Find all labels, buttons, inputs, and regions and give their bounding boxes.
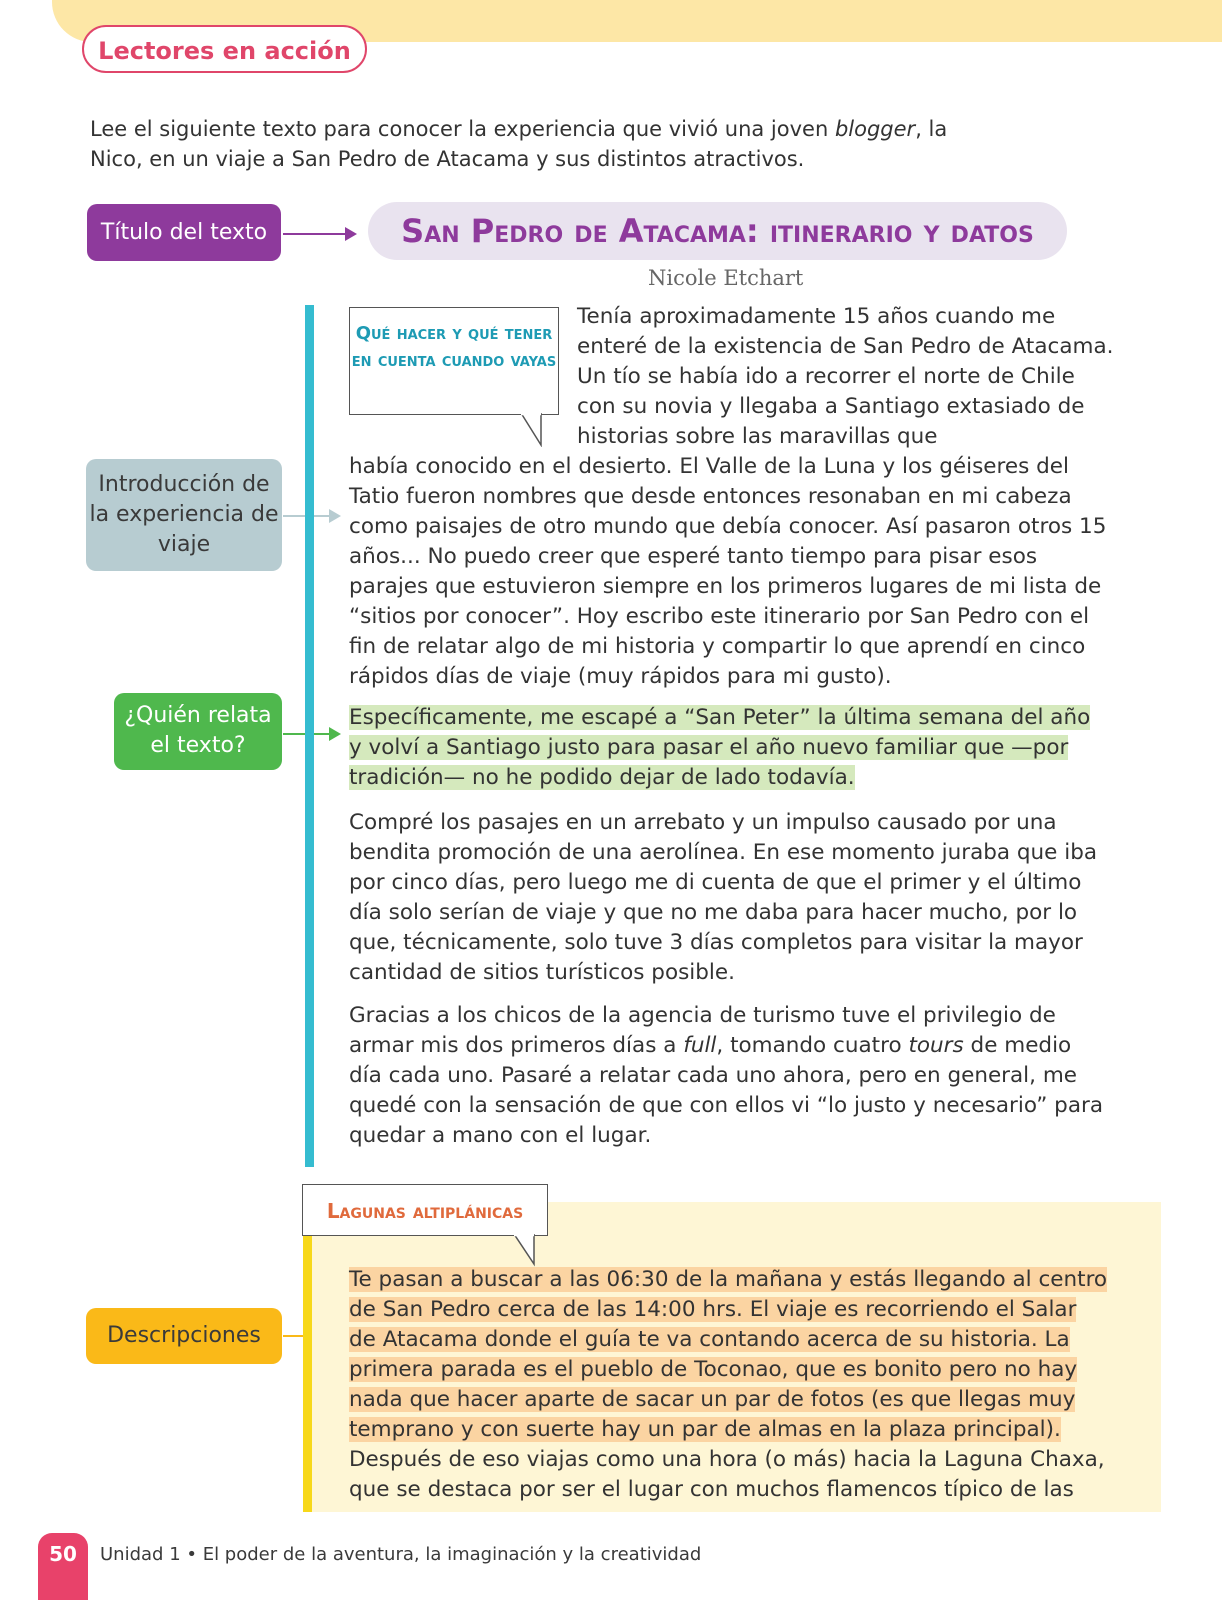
callout-tail — [521, 413, 545, 447]
paragraph-1-bottom: había conocido en el desierto. El Valle de la Luna y los géiseres del Tatio fueron nombres que desde entonces resonaban en mi cabeza como paisajes de otro mundo que debía conocer. Así pasaron otros 15 años... No puedo creer que esperé tanto tiempo para pisar esos parajes que estuvieron siempre en los primeros lugares de mi lista de “sitios por conocer”. Hoy escribo este itinerario por San Pedro con el fin de relatar algo de mi historia y compartir lo que aprendí en cinco rápidos días de viaje (muy rápidos para mi gusto). — [349, 454, 1107, 689]
label-who: ¿Quién relata el texto? — [114, 693, 282, 770]
callout-lagunas: Lagunas altiplánicas — [302, 1184, 548, 1236]
intro-paragraph — [90, 114, 990, 174]
highlight-description: Te pasan a buscar a las 06:30 de la mañana y estás llegando al centro de San Pedro cerca de las 14:00 hrs. El viaje es recorriendo el Salar de Atacama donde el guía te va contando acerca de su historia. La primera parada es el pueblo de Toconao, que es bonito pero no hay nada que hacer aparte de sacar un par de fotos (es que llegas muy temprano y con suerte hay un par de almas en la plaza principal). — [349, 1267, 1108, 1442]
p4-part-1: Gracias a los chicos de la agencia de turismo tuve el privilegio de armar mis dos primeros días a — [349, 1003, 1056, 1058]
article-title: San Pedro de Atacama: itinerario y datos — [368, 202, 1067, 260]
p4-italic-full: full — [683, 1033, 717, 1058]
highlight-narrator: Específicamente, me escapé a “San Peter” la última semana del año y volví a Santiago justo para pasar el año nuevo familiar que —por tradición— no he podido dejar de lado todavía. — [349, 705, 1091, 790]
section-tag: Lectores en acción — [82, 25, 367, 73]
label-title: Título del texto — [87, 204, 281, 261]
callout-tail-2 — [514, 1234, 538, 1268]
intro-italic-word: blogger — [834, 117, 916, 141]
p4-part-3: de medio día cada uno. Pasaré a relatar cada uno ahora, pero en general, me quedé con la sensación de que con ellos vi “lo justo y necesario” para quedar a mano con el lugar. — [349, 1033, 1104, 1148]
section-bar-blue — [305, 305, 314, 1167]
page-number: 50 — [38, 1533, 88, 1600]
arrow-title — [283, 233, 355, 235]
footer-unit-text: Unidad 1 • El poder de la aventura, la imaginación y la creatividad — [100, 1544, 702, 1565]
callout-what-to-do: Qué hacer y qué tener en cuenta cuando vayas — [349, 307, 559, 415]
paragraph-4 — [349, 1001, 1109, 1151]
p5-rest: Después de eso viajas como una hora (o más) hacia la Laguna Chaxa, que se destaca por ser el lugar con muchos flamencos típico de las — [349, 1447, 1105, 1502]
p4-part-2: , tomando cuatro — [716, 1033, 909, 1058]
intro-text-start: Lee el siguiente texto para conocer la experiencia que vivió una joven — [90, 117, 835, 141]
label-descriptions: Descripciones — [86, 1308, 282, 1364]
paragraph-1-top: Tenía aproximadamente 15 años cuando me enteré de la existencia de San Pedro de Atacama. Un tío se había ido a recorrer el norte de Chile con su novia y llegaba a Santiago extasiado de historias sobre las maravillas que — [577, 304, 1114, 449]
p4-italic-tours: tours — [908, 1033, 964, 1058]
label-intro: Introducción de la experiencia de viaje — [86, 459, 282, 571]
article-author: Nicole Etchart — [648, 266, 804, 290]
intro-text-end: , la Nico, en un viaje a San Pedro de Atacama y sus distintos atractivos. — [90, 117, 948, 171]
paragraph-2 — [349, 703, 1109, 793]
section-bar-yellow — [303, 1236, 312, 1512]
paragraph-5 — [349, 1265, 1109, 1505]
paragraph-3: Compré los pasajes en un arrebato y un impulso causado por una bendita promoción de una aerolínea. En ese momento juraba que iba por cinco días, pero luego me di cuenta de que el primer y el último día solo serían de viaje y que no me daba para hacer mucho, por lo que, técnicamente, solo tuve 3 días completos para visitar la mayor cantidad de sitios turísticos posible. — [349, 810, 1098, 985]
